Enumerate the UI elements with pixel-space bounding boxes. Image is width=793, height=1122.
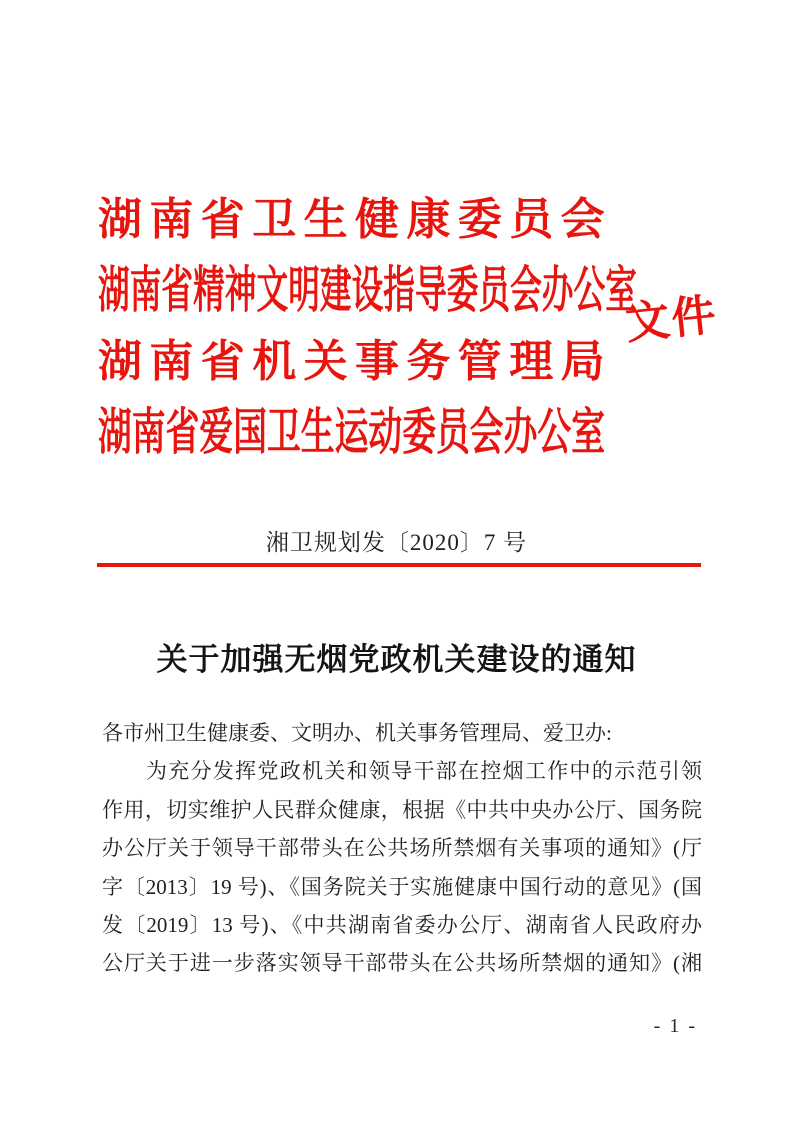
body-line: 作用，切实维护人民群众健康，根据《中共中央办公厅、国务院 [102,797,702,822]
org-name-line-4: 湖南省爱国卫生运动委员会办公室 [98,404,605,460]
letterhead [98,184,637,468]
body-line: 为充分发挥党政机关和领导干部在控烟工作中的示范引领 [146,759,702,784]
org-name-line-1: 湖南省卫生健康委员会 [98,195,612,244]
page-number: - 1 - [653,1015,697,1037]
document-title: 关于加强无烟党政机关建设的通知 [156,642,637,677]
org-name-line-3: 湖南省机关事务管理局 [98,337,612,386]
org-name-line-2: 湖南省精神文明建设指导委员会办公室 [98,262,637,318]
salutation-line: 各市州卫生健康委、文明办、机关事务管理局、爱卫办: [102,721,612,745]
body-line: 字〔2013〕19 号)、《国务院关于实施健康中国行动的意见》(国 [102,874,702,899]
body-line: 公厅关于进一步落实领导干部带头在公共场所禁烟的通知》(湘 [102,951,702,976]
doc-type-label: 文件 [623,290,720,349]
document-body [102,714,702,983]
doc-number: 湘卫规划发〔2020〕7 号 [265,530,528,555]
red-separator-line [97,563,701,567]
body-line: 发〔2019〕13 号)、《中共湖南省委办公厅、湖南省人民政府办 [102,912,702,937]
body-line: 办公厅关于领导干部带头在公共场所禁烟有关事项的通知》(厅 [102,836,702,861]
